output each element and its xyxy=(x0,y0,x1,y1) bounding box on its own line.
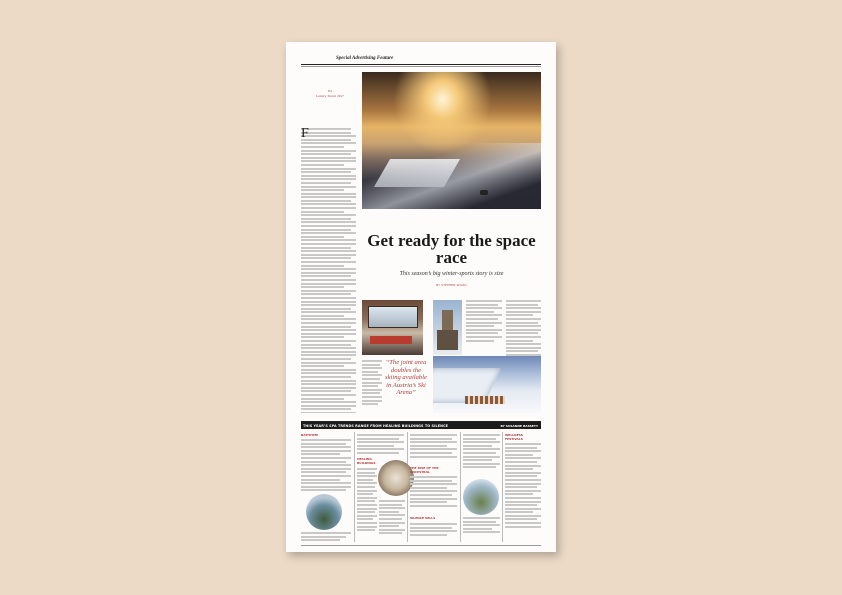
spa-column-1-lower xyxy=(301,532,351,544)
newspaper-page xyxy=(286,42,556,552)
spa-column-2 xyxy=(357,434,404,458)
spa-photo-bowl xyxy=(378,460,414,496)
column-divider xyxy=(460,432,461,542)
column-head-silence-sells: SILENCE SELLS xyxy=(410,516,436,520)
spa-column-5 xyxy=(505,443,541,543)
left-article-column xyxy=(301,128,356,413)
pull-quote: “The joint area doubles the skiing available in Austria’s Ski Arena” xyxy=(385,359,427,397)
photo-ski-resort-valley xyxy=(433,356,541,413)
spa-column-4 xyxy=(463,434,500,476)
hero-photo-mountain-sunset xyxy=(362,72,541,209)
sidebar-tag xyxy=(310,89,350,99)
spa-photo-lake xyxy=(306,494,342,530)
spa-column-3-bottom xyxy=(410,523,457,543)
spa-column-4-lower xyxy=(463,517,500,543)
photo-chalet-interior xyxy=(362,300,423,355)
header-rule-thin xyxy=(301,66,541,67)
column-head-wellness-festivals: WELLNESS FESTIVALS xyxy=(505,433,523,441)
column-divider xyxy=(502,432,503,542)
column-head-bathtime: BATHTIME xyxy=(301,433,319,437)
spa-photo-dome xyxy=(463,479,499,515)
header-rule xyxy=(301,64,541,65)
left-text-under-interior xyxy=(362,360,382,415)
skier-figure xyxy=(480,190,488,195)
supplement-name: Luxury Travel 2017 xyxy=(316,94,344,98)
column-divider xyxy=(354,432,355,542)
spa-column-2b xyxy=(379,500,405,543)
body-text-lines xyxy=(301,128,356,413)
byline: BY STEPHEN WOOD xyxy=(436,283,467,287)
spa-column-2-lower xyxy=(357,468,377,543)
column-head-ancestral: THE RISE OF THE ANCESTRAL xyxy=(410,466,439,474)
page-number: P4 xyxy=(328,89,332,93)
headline: Get ready for the space race xyxy=(367,231,536,267)
spa-trends-byline: BY SUSANNE BASSETT xyxy=(500,423,538,428)
spa-column-1 xyxy=(301,439,351,493)
spa-trends-banner xyxy=(301,422,541,429)
spa-column-3 xyxy=(410,434,457,464)
spa-trends-title: THIS YEAR’S SPA TRENDS RANGE FROM HEALING BUILDINGS TO SILENCE xyxy=(303,423,449,428)
photo-alpine-tower xyxy=(433,300,462,355)
section-label: Special Advertising Feature xyxy=(336,56,394,61)
subhead: This season’s big winter-sports story is size xyxy=(399,271,504,277)
photo-caption-block xyxy=(466,300,502,352)
spa-column-3-lower xyxy=(410,476,457,513)
drop-cap: F xyxy=(301,128,309,141)
footer-rule xyxy=(301,545,541,546)
column-head-healing-buildings: HEALING BUILDINGS xyxy=(357,457,376,465)
